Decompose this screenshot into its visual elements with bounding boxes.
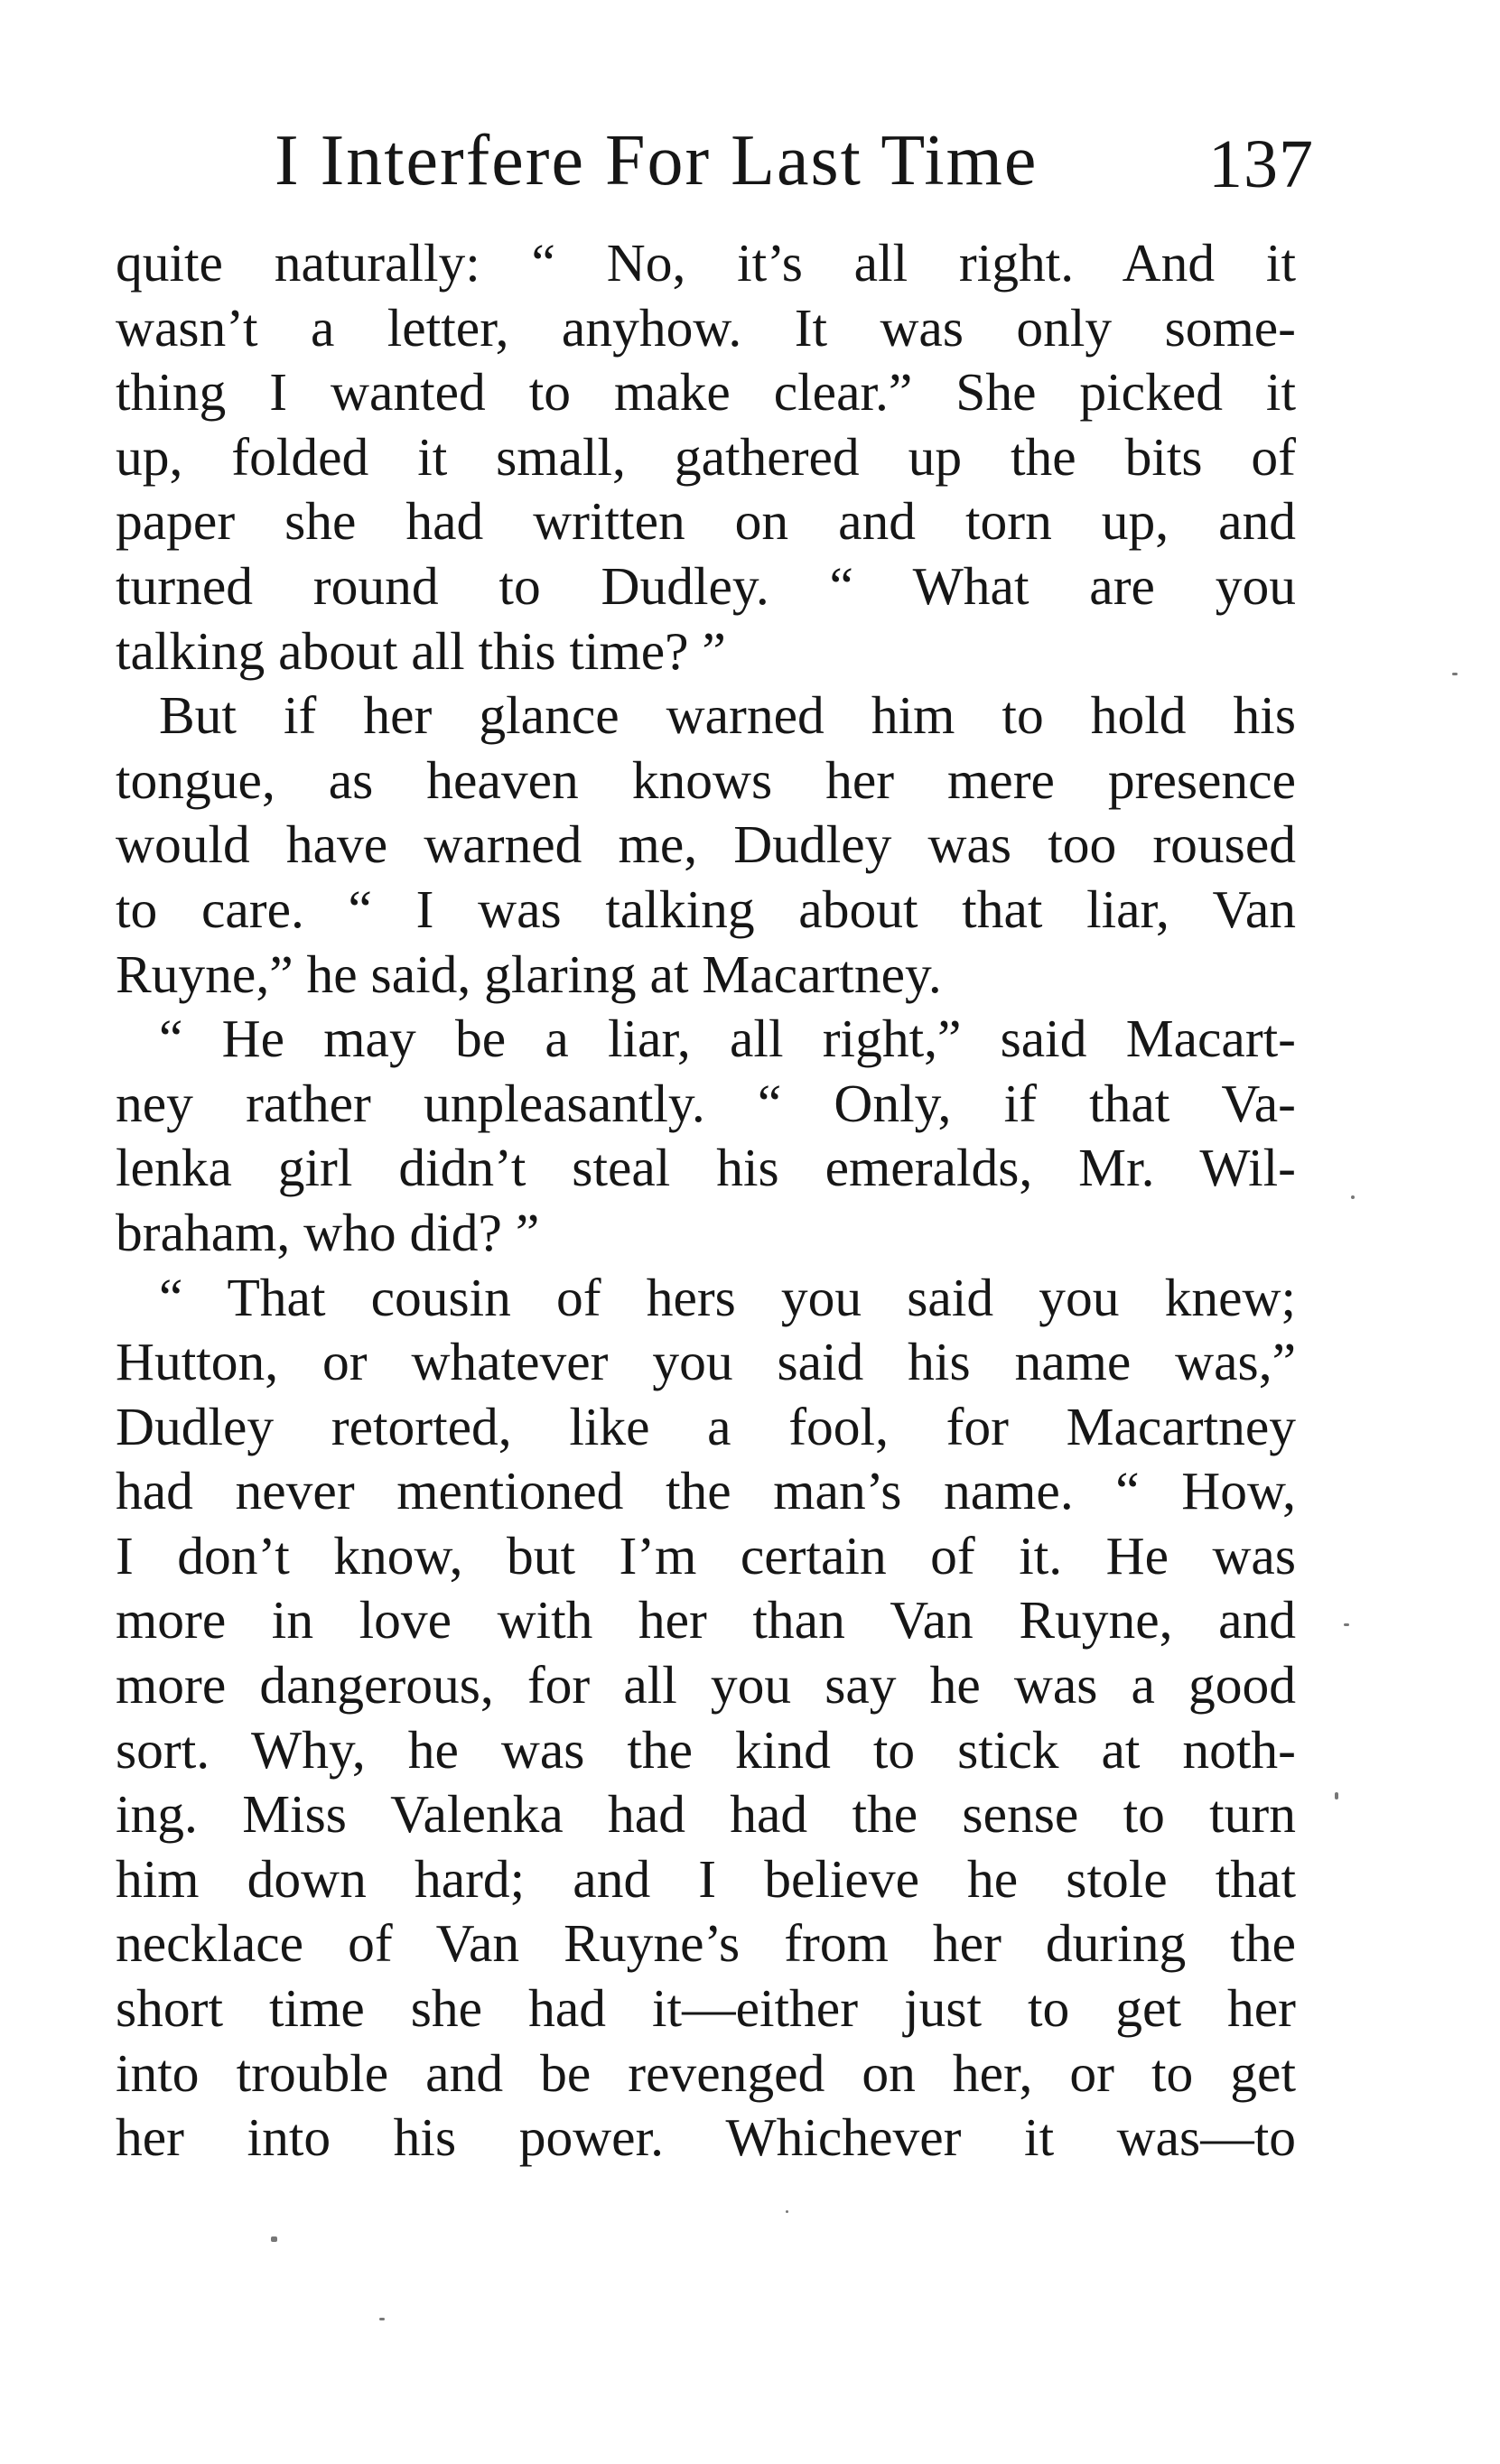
text-line: up, folded it small, gathered up the bits of [116, 426, 1296, 487]
text-line: had never mentioned the man’s name. “ How, [116, 1461, 1296, 1521]
text-line: But if her glance warned him to hold his [159, 685, 1296, 746]
text-line: quite naturally: “ No, it’s all right. And it [116, 233, 1296, 293]
text-line: turned round to Dudley. “ What are you [116, 555, 1296, 616]
text-line: I don’t know, but I’m certain of it. He was [116, 1525, 1296, 1585]
text-line: Ruyne,” he said, glaring at Macartney. [116, 944, 942, 1004]
text-line: to care. “ I was talking about that liar, Van [116, 879, 1296, 939]
text-line: would have warned me, Dudley was too roused [116, 814, 1296, 875]
text-line: sort. Why, he was the kind to stick at noth- [116, 1719, 1296, 1780]
text-line: Hutton, or whatever you said his name was,” [116, 1332, 1296, 1392]
text-line: talking about all this time? ” [116, 620, 726, 681]
scan-speck [1335, 1792, 1338, 1799]
text-line: short time she had it—either just to get her [116, 1978, 1296, 2039]
text-line: ing. Miss Valenka had had the sense to turn [116, 1784, 1296, 1845]
text-line: Dudley retorted, like a fool, for Macartney [116, 1396, 1296, 1456]
text-line: lenka girl didn’t steal his emeralds, Mr. Wil- [116, 1138, 1296, 1198]
text-line: wasn’t a letter, anyhow. It was only some- [116, 297, 1296, 358]
scan-speck [1351, 1195, 1355, 1199]
text-line: “ That cousin of hers you said you knew; [159, 1267, 1296, 1327]
body-text [116, 231, 1296, 2171]
text-line: thing I wanted to make clear.” She picked it [116, 362, 1296, 423]
text-line: braham, who did? ” [116, 1202, 540, 1262]
text-line: into trouble and be revenged on her, or to get [116, 2042, 1296, 2103]
page-number: 137 [1208, 126, 1314, 202]
scan-speck [1452, 673, 1458, 675]
text-line: more dangerous, for all you say he was a good [116, 1655, 1296, 1716]
text-line: “ He may be a liar, all right,” said Macart- [159, 1009, 1296, 1069]
scan-speck [1344, 1623, 1349, 1626]
text-line: ney rather unpleasantly. “ Only, if that Va- [116, 1073, 1296, 1133]
scan-speck [379, 2318, 385, 2320]
running-header [116, 116, 1314, 202]
text-line: paper she had written on and torn up, and [116, 491, 1296, 552]
text-line: necklace of Van Ruyne’s from her during the [116, 1913, 1296, 1974]
scan-speck [786, 2210, 788, 2213]
text-line: tongue, as heaven knows her mere presence [116, 749, 1296, 810]
text-line: her into his power. Whichever it was—to [116, 2107, 1296, 2168]
scan-speck [271, 2236, 277, 2242]
chapter-title: I Interfere For Last Time [275, 121, 1039, 200]
text-line: him down hard; and I believe he stole that [116, 1848, 1296, 1909]
text-line: more in love with her than Van Ruyne, and [116, 1590, 1296, 1650]
